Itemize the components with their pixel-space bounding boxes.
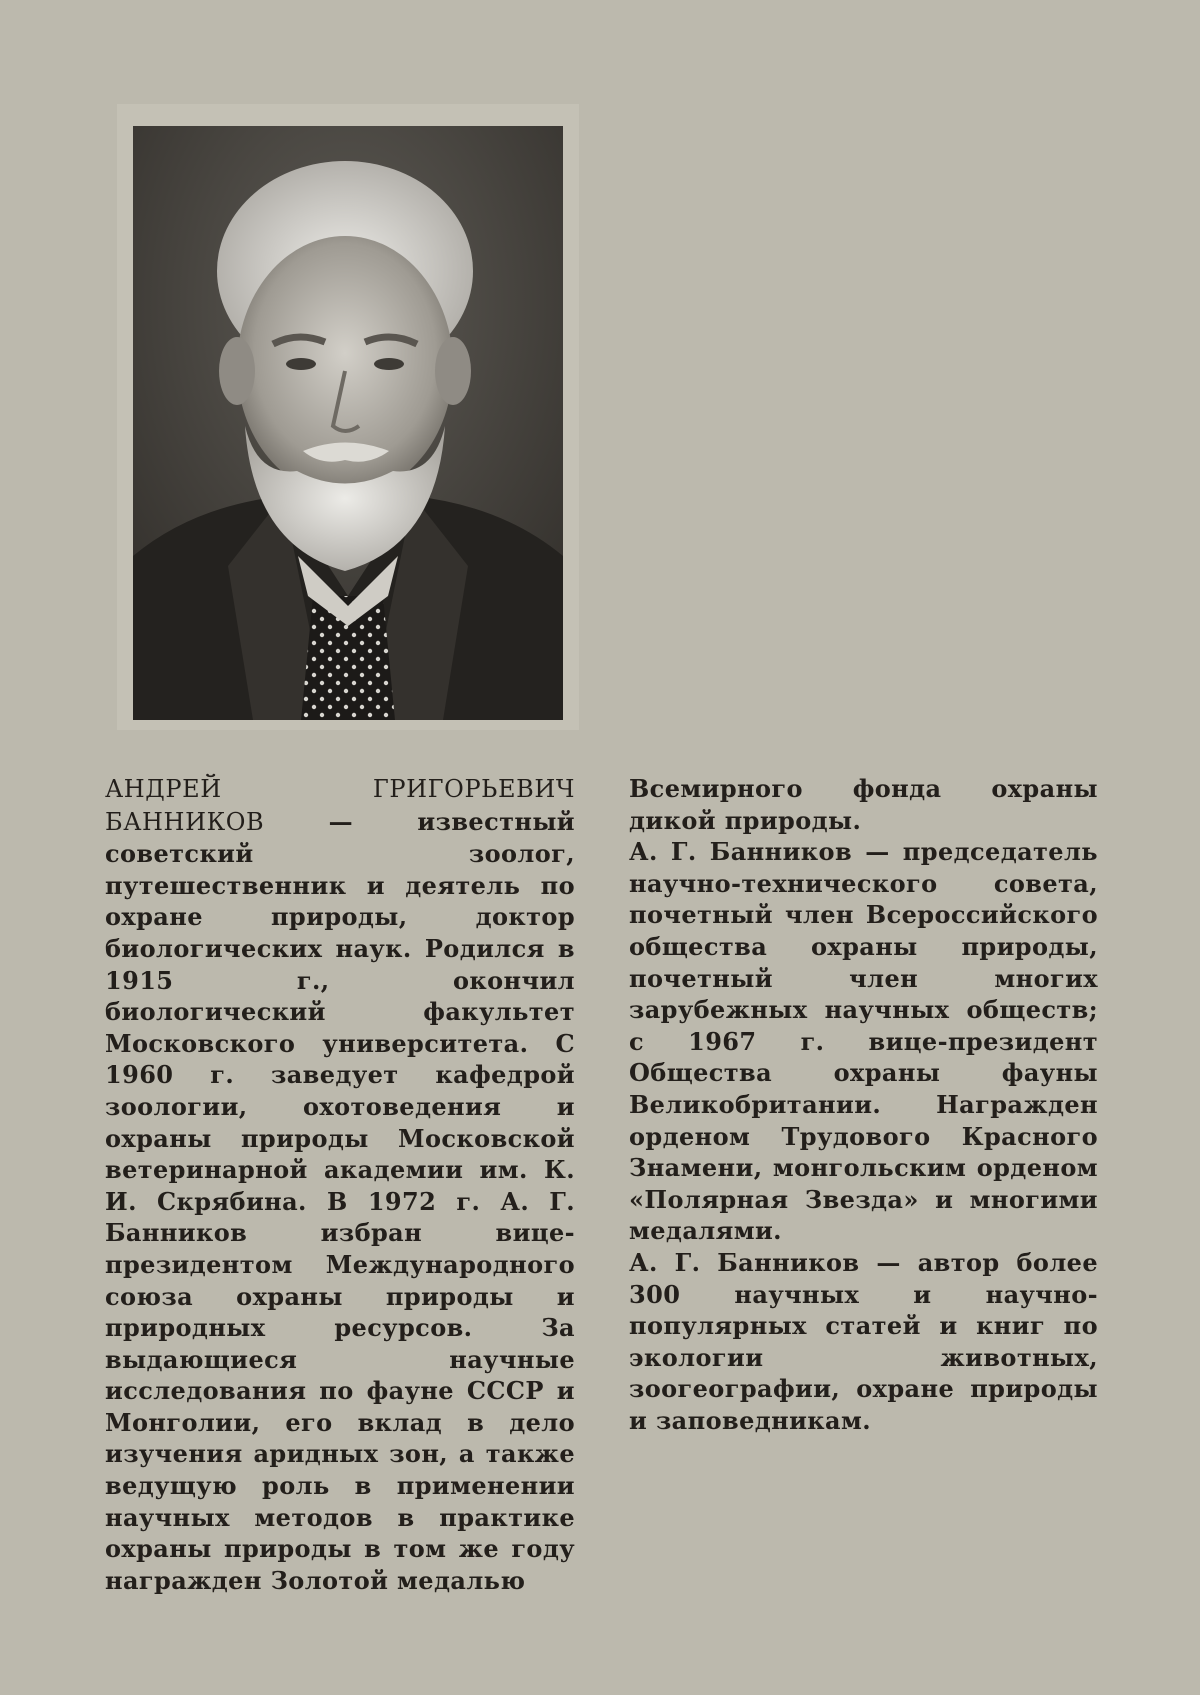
portrait-photo <box>133 126 563 720</box>
biography-intro-paragraph <box>105 773 575 1596</box>
biography-paragraph: Всемирного фонда охраны дикой природы. <box>629 774 1098 835</box>
biography-right-column <box>629 773 1098 1436</box>
photo-frame <box>117 104 579 730</box>
biography-paragraph: А. Г. Банников — автор более 300 научных и научно-популярных статей и книг по экологии животных, зоогеографии, охране природы и заповедникам. <box>629 1247 1098 1435</box>
person-name: АНДРЕЙ ГРИГОРЬЕВИЧ БАННИКОВ <box>105 775 575 836</box>
biography-paragraph: А. Г. Банников — председатель научно-технического совета, почетный член Всероссийского общества охраны природы, почетный член многих зарубежных научных обществ; с 1967 г. вице-президент Общества охраны фауны Великобритании. Награжден орденом Трудового Красного Знамени, монгольским орденом «Полярная Звезда» и многими медалями. <box>629 837 1098 1246</box>
portrait-image <box>133 126 563 720</box>
biography-left-column <box>105 773 575 1596</box>
biography-intro-text: — известный советский зоолог, путешественник и деятель по охране природы, доктор биологических наук. Родился в 1915 г., окончил биологический факультет Московского университета. С 1960 г. заведует кафедрой зоологии, охотоведения и охраны природы Московской ветеринарной академии им. К. И. Скрябина. В 1972 г. А. Г. Банников избран вице-президентом Международного союза охраны природы и природных ресурсов. За выдающиеся научные исследования по фауне СССР и Монголии, его вклад в дело изучения аридных зон, а также ведущую роль в применении научных методов в практике охраны природы в том же году награжден Золотой медалью <box>105 806 575 1595</box>
